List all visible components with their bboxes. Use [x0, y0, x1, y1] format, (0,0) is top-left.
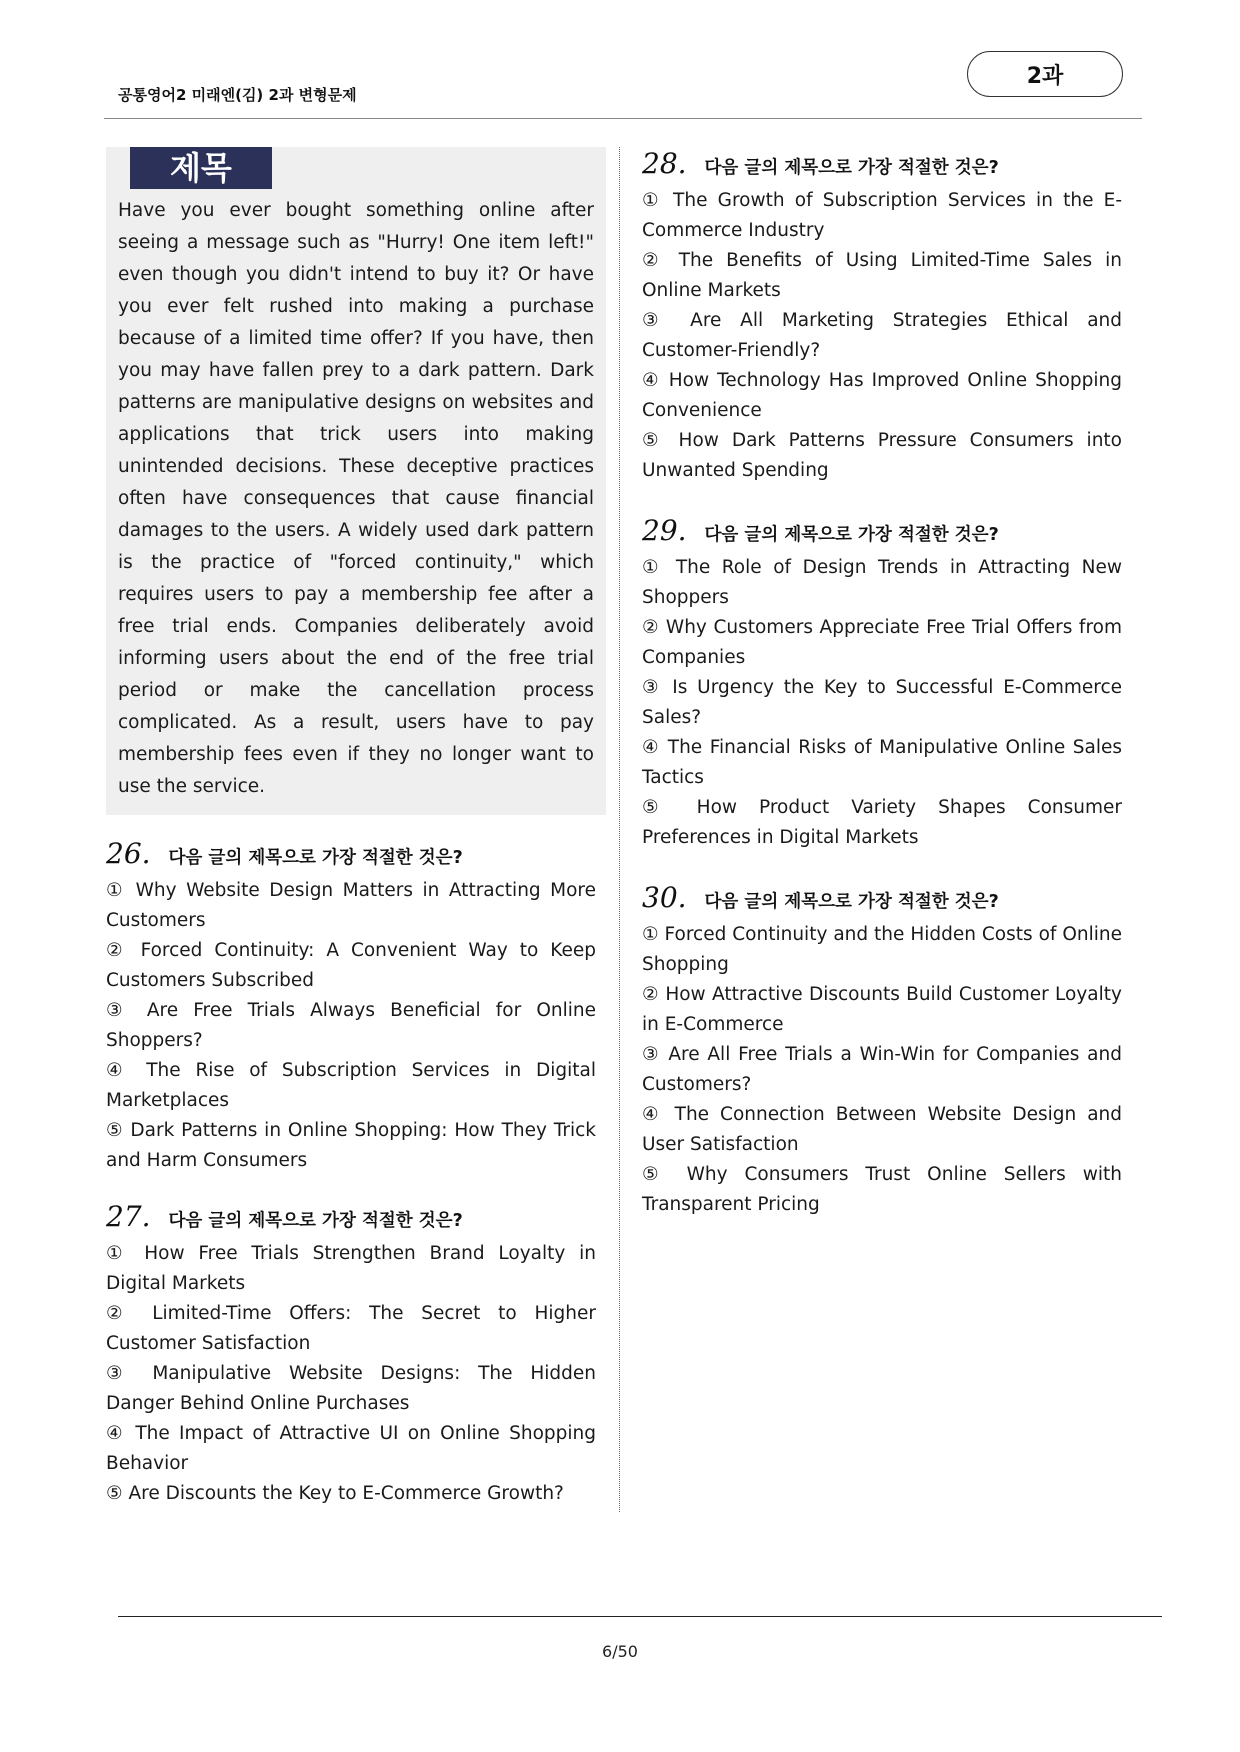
option-5[interactable]: ⑤ Dark Patterns in Online Shopping: How They Trick and Harm Consumers: [106, 1120, 596, 1171]
option-3[interactable]: ③ Are All Free Trials a Win-Win for Companies and Customers?: [642, 1044, 1122, 1095]
question-header: [642, 881, 1122, 914]
option-2[interactable]: ② The Benefits of Using Limited-Time Sales in Online Markets: [642, 250, 1122, 301]
question-prompt: 다음 글의 제목으로 가장 적절한 것은?: [704, 158, 999, 178]
question-header: [642, 514, 1122, 547]
header-divider: [104, 118, 1142, 119]
left-column: [106, 147, 596, 1509]
option-1[interactable]: ① Why Website Design Matters in Attracting More Customers: [106, 880, 596, 931]
option-4[interactable]: ④ The Connection Between Website Design and User Satisfaction: [642, 1104, 1122, 1155]
question-number: 26.: [106, 837, 151, 870]
option-2[interactable]: ② How Attractive Discounts Build Customer Loyalty in E-Commerce: [642, 984, 1122, 1035]
question-26: [106, 837, 596, 1176]
option-5[interactable]: ⑤ How Product Variety Shapes Consumer Preferences in Digital Markets: [642, 797, 1122, 848]
header-title: 공통영어2 미래엔(김) 2과 변형문제: [118, 86, 357, 104]
passage-text: Have you ever bought something online after seeing a message such as "Hurry! One item left!" even though you didn't intend to buy it? Or have you ever felt rushed into making a purchase because of a limited time offer? If you have, then you may have fallen prey to a dark pattern. Dark patterns are manipulative designs on websites and applications that trick users into making unintended decisions. These deceptive practices often have consequences that cause financial damages to the users. A widely used dark pattern is the practice of "forced continuity," which requires users to pay a membership fee after a free trial ends. Companies deliberately avoid informing users about the end of the free trial period or make the cancellation process complicated. As a result, users have to pay membership fees even if they no longer want to use the service.: [118, 200, 594, 797]
question-29: [642, 514, 1122, 853]
option-3[interactable]: ③ Manipulative Website Designs: The Hidden Danger Behind Online Purchases: [106, 1363, 596, 1414]
question-28: [642, 147, 1122, 486]
option-5[interactable]: ⑤ Why Consumers Trust Online Sellers with Transparent Pricing: [642, 1164, 1122, 1215]
question-number: 30.: [642, 881, 687, 914]
option-list: [106, 876, 596, 1176]
option-1[interactable]: ① The Role of Design Trends in Attracting New Shoppers: [642, 557, 1122, 608]
option-2[interactable]: ② Limited-Time Offers: The Secret to Higher Customer Satisfaction: [106, 1303, 596, 1354]
passage-box: [106, 147, 606, 815]
question-prompt: 다음 글의 제목으로 가장 적절한 것은?: [168, 1211, 463, 1231]
option-1[interactable]: ① The Growth of Subscription Services in the E-Commerce Industry: [642, 190, 1122, 241]
question-prompt: 다음 글의 제목으로 가장 적절한 것은?: [704, 892, 999, 912]
passage-label: 제목: [130, 147, 272, 189]
option-3[interactable]: ③ Are All Marketing Strategies Ethical and Customer-Friendly?: [642, 310, 1122, 361]
option-4[interactable]: ④ How Technology Has Improved Online Shopping Convenience: [642, 370, 1122, 421]
question-header: [106, 837, 596, 870]
option-2[interactable]: ② Why Customers Appreciate Free Trial Offers from Companies: [642, 617, 1122, 668]
question-number: 27.: [106, 1200, 151, 1233]
question-prompt: 다음 글의 제목으로 가장 적절한 것은?: [168, 848, 463, 868]
lesson-tag: 2과: [967, 51, 1123, 97]
option-1[interactable]: ① How Free Trials Strengthen Brand Loyalty in Digital Markets: [106, 1243, 596, 1294]
option-list: [642, 920, 1122, 1220]
question-number: 28.: [642, 147, 687, 180]
question-prompt: 다음 글의 제목으로 가장 적절한 것은?: [704, 525, 999, 545]
option-list: [642, 553, 1122, 853]
option-list: [642, 186, 1122, 486]
question-27: [106, 1200, 596, 1509]
question-30: [642, 881, 1122, 1220]
option-2[interactable]: ② Forced Continuity: A Convenient Way to Keep Customers Subscribed: [106, 940, 596, 991]
footer-divider: [118, 1616, 1162, 1617]
option-5[interactable]: ⑤ Are Discounts the Key to E-Commerce Growth?: [106, 1483, 564, 1504]
right-column: [642, 147, 1122, 1220]
column-divider: [619, 147, 620, 1512]
option-4[interactable]: ④ The Financial Risks of Manipulative Online Sales Tactics: [642, 737, 1122, 788]
option-1[interactable]: ① Forced Continuity and the Hidden Costs of Online Shopping: [642, 924, 1122, 975]
option-4[interactable]: ④ The Rise of Subscription Services in Digital Marketplaces: [106, 1060, 596, 1111]
option-3[interactable]: ③ Is Urgency the Key to Successful E-Commerce Sales?: [642, 677, 1122, 728]
question-header: [106, 1200, 596, 1233]
option-list: [106, 1239, 596, 1509]
option-3[interactable]: ③ Are Free Trials Always Beneficial for Online Shoppers?: [106, 1000, 596, 1051]
question-header: [642, 147, 1122, 180]
question-number: 29.: [642, 514, 687, 547]
page-number: 6/50: [602, 1642, 638, 1661]
option-4[interactable]: ④ The Impact of Attractive UI on Online Shopping Behavior: [106, 1423, 596, 1474]
option-5[interactable]: ⑤ How Dark Patterns Pressure Consumers into Unwanted Spending: [642, 430, 1122, 481]
